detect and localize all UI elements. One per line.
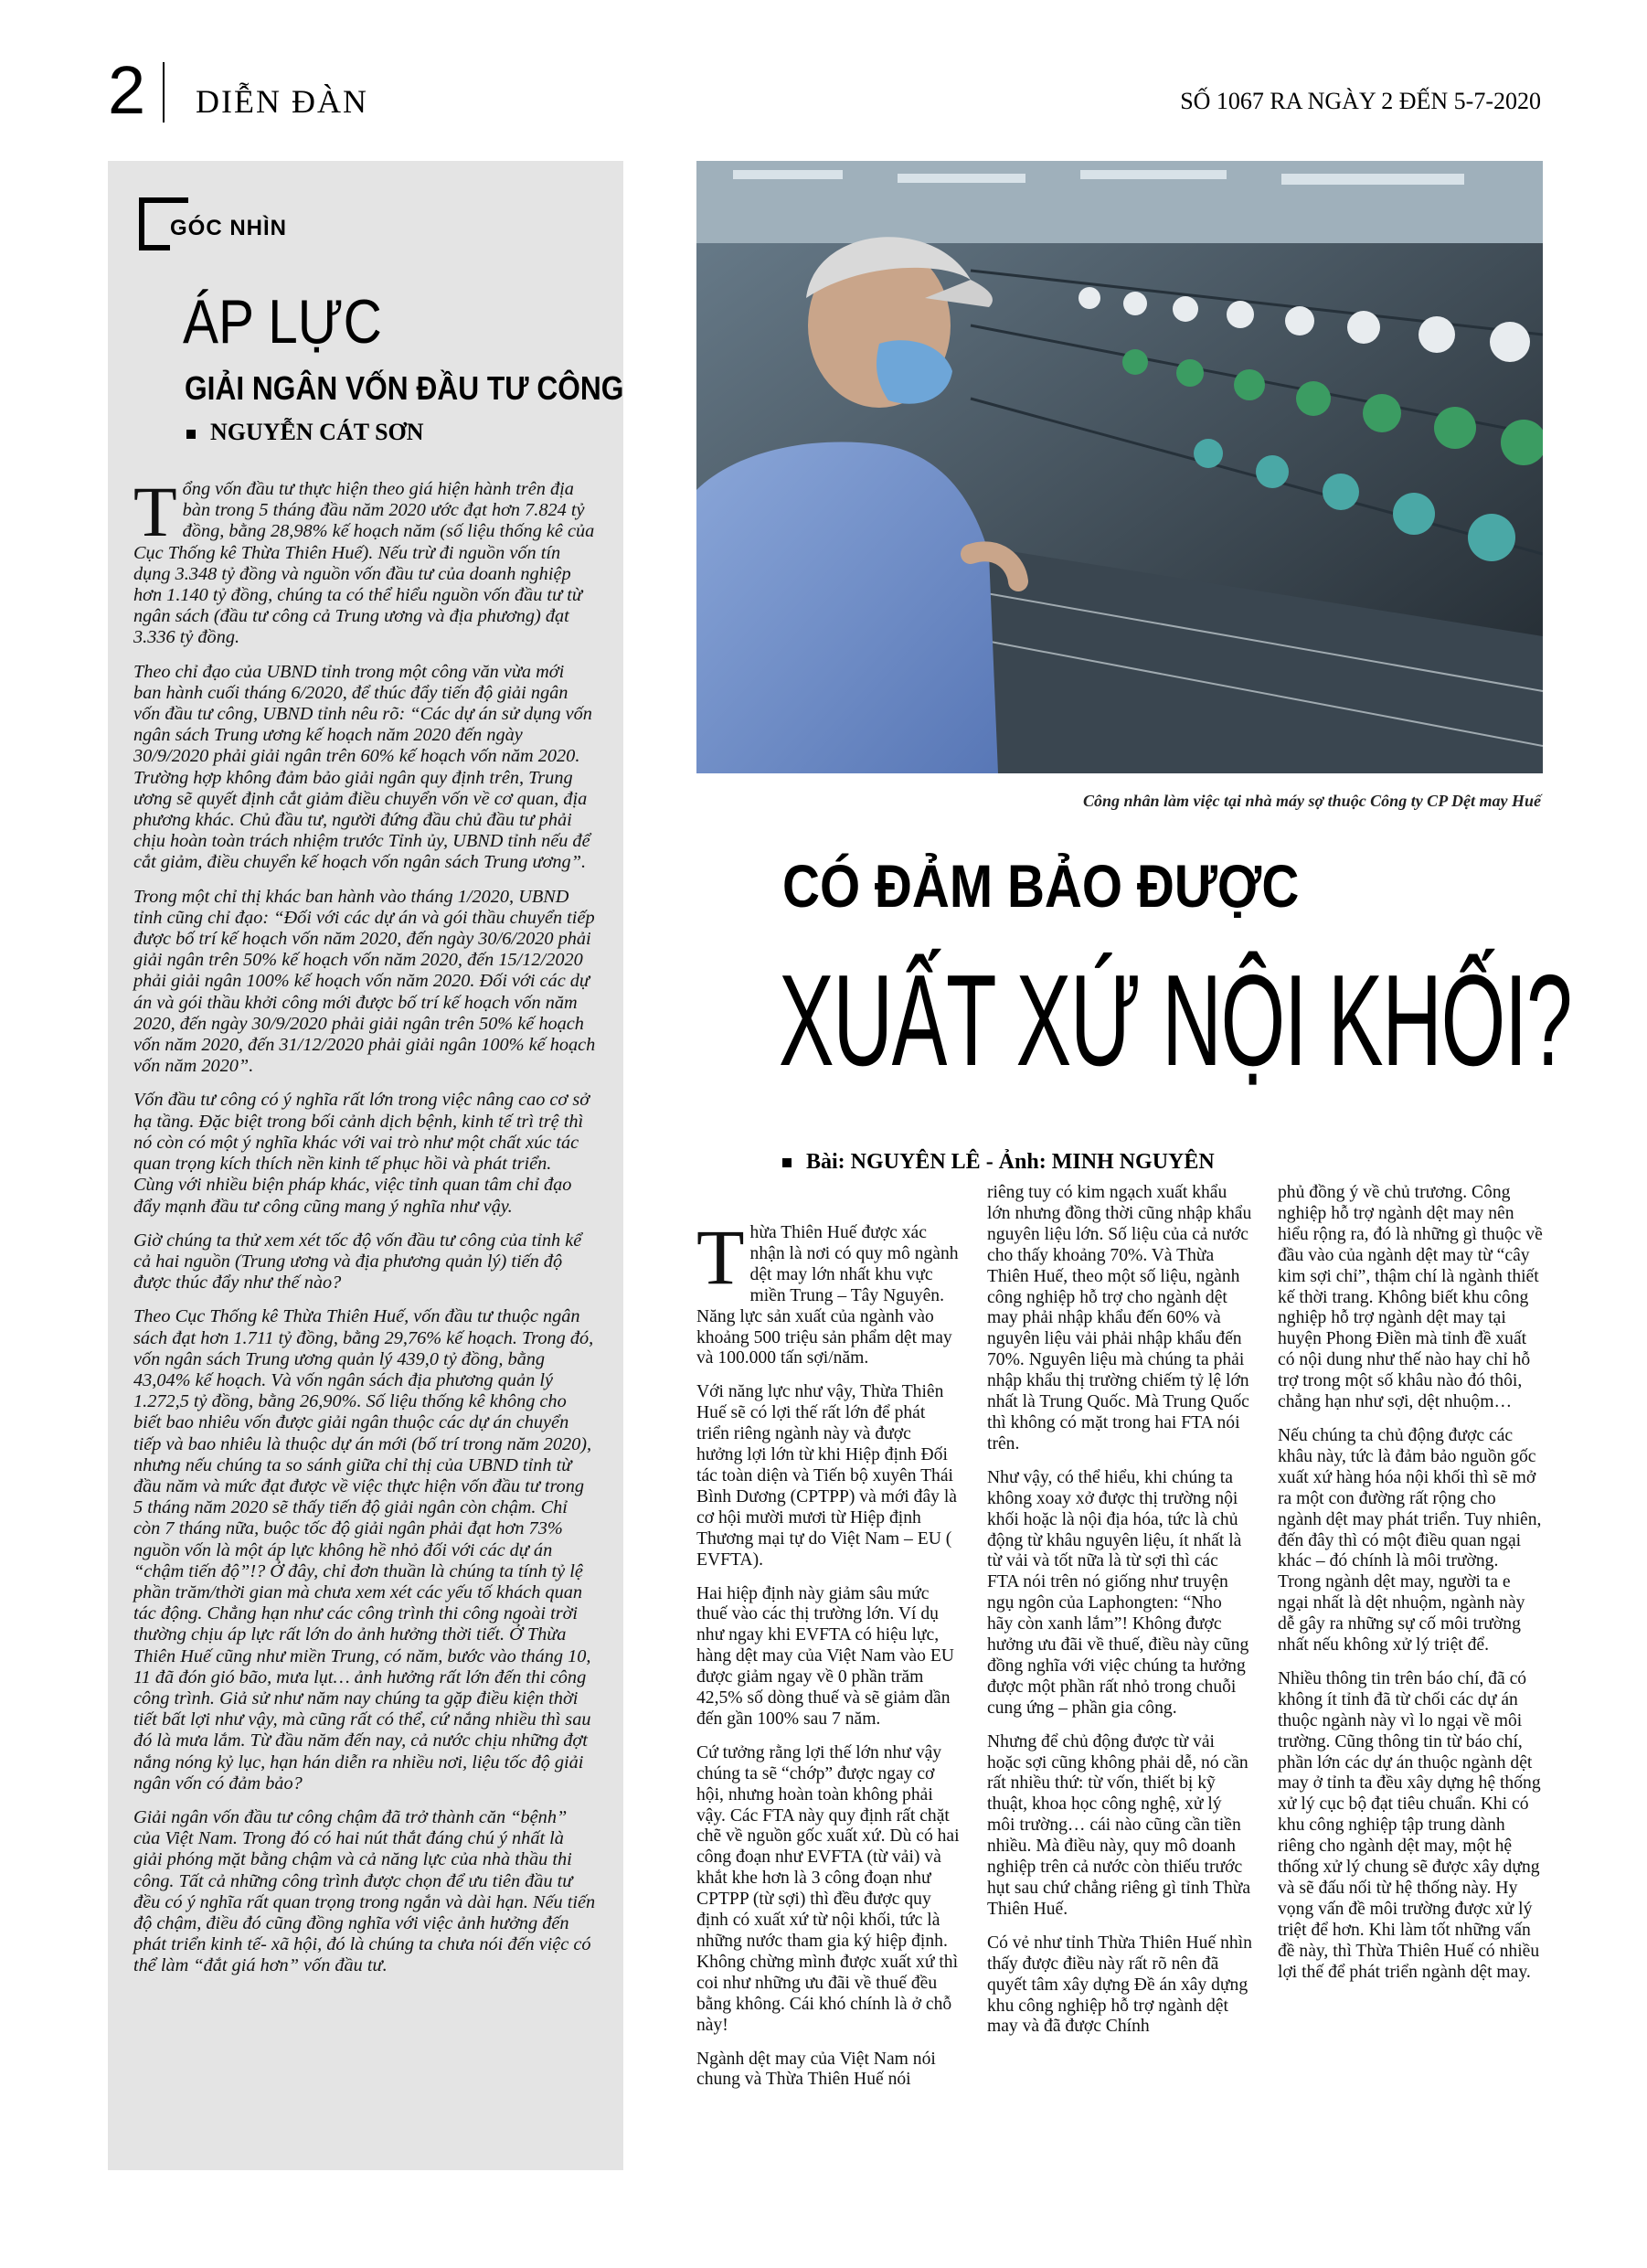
header-divider	[163, 62, 165, 122]
sidebar-dropcap: T	[133, 472, 177, 551]
sidebar-paragraph: Giờ chúng ta thử xem xét tốc độ vốn đầu tư công của tỉnh kể cả hai nguồn (Trung ương và địa phương quản lý) tiến độ được thúc đẩy như thế nào?	[133, 1230, 582, 1294]
article-title-line2: XUẤT XỨ NỘI KHỐI?	[779, 948, 1572, 1093]
article-paragraph: Nhiều thông tin trên báo chí, đã có không ít tỉnh đã từ chối các dự án thuộc ngành này vì lo ngại về môi trường. Cũng thông tin từ báo chí, phần lớn các dự án thuộc ngành dệt may ở tỉnh ta đều xây dựng hệ thống xử lý cục bộ đạt tiêu chuẩn. Khi có khu công nghiệp tập trung dành riêng cho ngành dệt may, một hệ thống xử lý chung sẽ được xây dựng và sẽ đấu nối từ hệ thống này. Hy vọng vấn đề môi trường được xử lý triệt để hơn. Khi làm tốt những vấn đề này, thì Thừa Thiên Huế có nhiều lợi thế để phát triển ngành dệt may.	[1278, 1668, 1541, 1982]
page-number: 2	[108, 52, 146, 128]
sidebar-paragraph-text: ổng vốn đầu tư thực hiện theo giá hiện hành trên địa bàn trong 5 tháng đầu năm 2020 ước đạt hơn 7.824 tỷ đồng, bằng 28,98% kế hoạch năm (số liệu thống kê của Cục Thống kê Thừa Thiên Huế). Nếu trừ đi nguồn vốn tín dụng 3.348 tỷ đồng và nguồn vốn đầu tư của doanh nghiệp hơn 1.140 tỷ đồng, chúng ta có thể hiểu nguồn vốn đầu tư từ ngân sách (đầu tư công cả Trung ương và địa phương) đạt 3.336 tỷ đồng.	[133, 479, 595, 648]
article-paragraph: riêng tuy có kim ngạch xuất khẩu lớn nhưng đồng thời cũng nhập khẩu nguyên liệu lớn. Số liệu của cả nước cho thấy khoảng 70%. Và Thừa Thiên Huế, theo một số liệu, ngành công nghiệp hỗ trợ cho ngành dệt may phải nhập khẩu đến 60% và nguyên liệu vải phải nhập khẩu đến 70%. Nguyên liệu mà chúng ta phải nhập khẩu thị trường chiếm tỷ lệ lớn nhất là Trung Quốc. Mà Trung Quốc thì không có mặt trong hai FTA nói trên.	[987, 1183, 1252, 1453]
section-title: DIỄN ĐÀN	[196, 83, 368, 120]
article-paragraph: Nếu chúng ta chủ động được các khâu này, tức là đảm bảo nguồn gốc xuất xứ hàng hóa nội khối thì sẽ mở ra một con đường rất rộng cho ngành dệt may phát triển. Tuy nhiên, đến đây thì có một điều quan ngại khác – đó chính là môi trường. Trong ngành dệt may, người ta e ngại nhất là dệt nhuộm, ngành này dễ gây ra những sự cố môi trường nhất nếu không xử lý triệt để.	[1278, 1425, 1542, 1656]
bullet-icon	[186, 430, 196, 439]
article-paragraph	[696, 1213, 962, 1369]
article-paragraph: phủ đồng ý về chủ trương. Công nghiệp hỗ trợ ngành dệt may nên hiểu rộng ra, đó là những gì thuộc về đầu vào của ngành dệt may từ “cây kim sợi chỉ”, thậm chí là ngành thiết kế thời trang. Không biết khu công nghiệp hỗ trợ ngành dệt may tại huyện Phong Điền mà tỉnh đề xuất có nội dung như thế nào hay chỉ hỗ trợ trong một số khâu nào đó thôi, chẳng hạn như sợi, dệt nhuộm…	[1278, 1183, 1543, 1412]
article-paragraph: Như vậy, có thể hiểu, khi chúng ta không xoay xở được thị trường nội khối hoặc là nội địa hóa, tức là chủ động từ khâu nguyên liệu, ít nhất là từ vải và tốt nữa là từ sợi thì các FTA nói trên nó giống như truyện ngụ ngôn của Laphongten: “Nho hãy còn xanh lắm”! Không được hưởng ưu đãi về thuế, điều này cũng đồng nghĩa với việc chúng ta hưởng được một phần rất nhỏ trong chuỗi cung ứng – phần gia công.	[987, 1467, 1249, 1718]
sidebar-paragraph: Giải ngân vốn đầu tư công chậm đã trở thành căn “bệnh” của Việt Nam. Trong đó có hai nút thắt đáng chú ý nhất là giải phóng mặt bằng chậm và cả năng lực của nhà thầu thi công. Tất cả những công trình được chọn để ưu tiên đầu tư đều có ý nghĩa rất quan trọng trong ngắn và dài hạn. Nếu tiến độ chậm, điều đó cũng đồng nghĩa với việc ảnh hưởng đến phát triển kinh tế- xã hội, đó là chúng ta chưa nói đến việc có thể làm “đắt giá hơn” vốn đầu tư.	[133, 1806, 596, 1976]
article-byline-text: Bài: NGUYÊN LÊ - Ảnh: MINH NGUYÊN	[806, 1150, 1215, 1174]
article-paragraph: Hai hiệp định này giảm sâu mức thuế vào các thị trường lớn. Ví dụ như ngay khi EVFTA có hiệu lực, hàng dệt may của Việt Nam vào EU được giảm ngay về 0 phần trăm 42,5% số dòng thuế và sẽ giảm dần đến gần 100% sau 7 năm.	[696, 1583, 954, 1729]
sidebar-paragraph: Vốn đầu tư công có ý nghĩa rất lớn trong việc nâng cao cơ sở hạ tầng. Đặc biệt trong bối cảnh dịch bệnh, kinh tế trì trệ thì nó còn có một ý nghĩa khác với vai trò như một chất xúc tác quan trọng kích thích nền kinh tế phục hồi và phát triển. Cùng với nhiều biện pháp khác, việc tỉnh quan tâm chỉ đạo đẩy mạnh đầu tư công cũng mang ý nghĩa như vậy.	[133, 1090, 590, 1217]
article-column-2	[987, 1183, 1252, 2050]
article-byline	[782, 1150, 1215, 1175]
sidebar-subtitle: GIẢI NGÂN VỐN ĐẦU TƯ CÔNG	[185, 369, 624, 407]
sidebar-paragraph	[133, 472, 596, 649]
issue-info: SỐ 1067 RA NGÀY 2 ĐẾN 5-7-2020	[1180, 88, 1541, 114]
factory-photo-illustration	[696, 161, 1543, 773]
article-paragraph: Ngành dệt may của Việt Nam nói chung và Thừa Thiên Huế nói	[696, 2049, 936, 2090]
article-paragraph: Cứ tưởng rằng lợi thế lớn như vậy chúng ta sẽ “chớp” được ngay cơ hội, nhưng hoàn toàn không phải vậy. Các FTA này quy định rất chặt chẽ về nguồn gốc xuất xứ. Dù có hai công đoạn như EVFTA (từ vải) và khắt khe hơn là 3 công đoạn như CPTPP (từ sợi) thì đều được quy định có xuất xứ từ nội khối, tức là những nước tham gia ký hiệp định. Không chừng mình được xuất xứ thì coi như những ưu đãi về thuế đều bằng không. Cái khó chính là ở chỗ này!	[696, 1742, 960, 2035]
sidebar-body	[133, 472, 596, 1990]
article-paragraph: Với năng lực như vậy, Thừa Thiên Huế sẽ có lợi thế rất lớn để phát triển riêng ngành này và được hưởng lợi lớn từ khi Hiệp định Đối tác toàn diện và Tiến bộ xuyên Thái Bình Dương (CPTPP) và mới đây là cơ hội mười mươi từ Hiệp định Thương mại tự do Việt Nam – EU ( EVFTA).	[696, 1382, 957, 1570]
sidebar-paragraph: Trong một chỉ thị khác ban hành vào tháng 1/2020, UBND tỉnh cũng chỉ đạo: “Đối với các dự án và gói thầu chuyển tiếp được bố trí kế hoạch vốn năm 2020, đến ngày 30/6/2020 phải giải ngân trên 50% kế hoạch vốn năm 2020, đến 15/12/2020 phải giải ngân 100% kế hoạch vốn năm 2020. Đối với các dự án và gói thầu khởi công mới được bố trí kế hoạch vốn năm 2020, đến ngày 30/9/2020 phải giải ngân trên 50% kế hoạch vốn năm 2020, đến 31/12/2020 phải giải ngân 100% kế hoạch vốn năm 2020”.	[133, 886, 596, 1077]
article-paragraph-text: hừa Thiên Huế được xác nhận là nơi có quy mô ngành dệt may lớn nhất khu vực miền Trung – Tây Nguyên. Năng lực sản xuất của ngành vào khoảng 500 triệu sản phẩm dệt may và 100.000 tấn sợi/năm.	[696, 1223, 959, 1368]
article-column-1	[696, 1213, 962, 2103]
article-title-line1: CÓ ĐẢM BẢO ĐƯỢC	[782, 852, 1300, 920]
article-paragraph: Có vẻ như tỉnh Thừa Thiên Huế nhìn thấy được điều này rất rõ nên đã quyết tâm xây dựng Đề án xây dựng khu công nghiệp hỗ trợ ngành dệt may và đã được Chính	[987, 1933, 1252, 2037]
sidebar-author-name: NGUYỄN CÁT SƠN	[210, 419, 424, 445]
article-photo	[696, 161, 1543, 773]
article-column-3	[1278, 1183, 1543, 1996]
sidebar-paragraph: Theo Cục Thống kê Thừa Thiên Huế, vốn đầu tư thuộc ngân sách đạt hơn 1.711 tỷ đồng, bằng 29,76% kế hoạch. Trong đó, vốn ngân sách Trung ương quản lý 439,0 tỷ đồng, bằng 43,04% kế hoạch. Và vốn ngân sách địa phương quản lý 1.272,5 tỷ đồng, bằng 26,90%. Số liệu thống kê không cho biết bao nhiêu vốn được giải ngân thuộc các dự án chuyển tiếp và bao nhiêu là thuộc dự án mới (bố trí trong năm 2020), nhưng nếu chúng ta so sánh giữa chỉ thị của UBND tỉnh từ đầu năm và mức đạt được về việc thực hiện vốn đầu tư trong 5 tháng năm 2020 sẽ thấy tiến độ giải ngân còn chậm. Chỉ còn 7 tháng nữa, buộc tốc độ giải ngân phải đạt hơn 73% nguồn vốn là một áp lực không hề nhỏ đối với các dự án “chậm tiến độ”!? Ở đây, chỉ đơn thuần là chúng ta tính tỷ lệ phần trăm/thời gian mà chưa xem xét các yếu tố khách quan tác động. Chẳng hạn như các công trình thi công ngoài trời thường chịu áp lực rất lớn do ảnh hưởng thời tiết. Ở Thừa Thiên Huế cũng như miền Trung, có năm, bước vào tháng 10, 11 đã đón gió bão, mưa lụt… ảnh hưởng rất lớn đến thi công công trình. Giả sử như năm nay chúng ta gặp điều kiện thời tiết bất lợi như vậy, mà cũng rất có thể, cứ nắng nhiều thì sau đó là mưa lắm. Từ đầu năm đến nay, cả nước chịu những đợt nắng nóng kỷ lục, hạn hán diễn ra nhiều nơi, liệu tốc độ giải ngân vốn có đảm bảo?	[133, 1306, 594, 1794]
photo-caption: Công nhân làm việc tại nhà máy sợ thuộc Công ty CP Dệt may Huế	[1082, 792, 1541, 810]
sidebar-label: GÓC NHÌN	[170, 216, 287, 240]
sidebar-author	[186, 419, 424, 446]
sidebar-title: ÁP LỰC	[183, 287, 382, 357]
article-paragraph: Nhưng để chủ động được từ vải hoặc sợi cũng không phải dễ, nó cần rất nhiều thứ: từ vốn, thiết bị kỹ thuật, khoa học công nghệ, xử lý môi trường… cái nào cũng cần tiền nhiều. Mà điều này, quy mô doanh nghiệp trên cả nước còn thiếu trước hụt sau chứ chẳng riêng gì tỉnh Thừa Thiên Huế.	[987, 1731, 1251, 1919]
sidebar-paragraph: Theo chỉ đạo của UBND tỉnh trong một công văn vừa mới ban hành cuối tháng 6/2020, để thúc đẩy tiến độ giải ngân vốn đầu tư công, UBND tỉnh nêu rõ: “Các dự án sử dụng vốn ngân sách Trung ương kế hoạch năm 2020 đến ngày 30/9/2020 phải giải ngân trên 60% kế hoạch vốn năm 2020. Trường hợp không đảm bảo giải ngân quy định trên, Trung ương sẽ quyết định cắt giảm điều chuyển vốn về cơ quan, địa phương khác. Chủ đầu tư, người đứng đầu chủ đầu tư phải chịu hoàn toàn trách nhiệm trước Tỉnh ủy, UBND tỉnh nếu để cắt giảm, điều chuyển kế hoạch vốn ngân sách Trung ương”.	[133, 661, 592, 873]
corner-bracket-icon	[139, 197, 170, 250]
bullet-icon	[782, 1158, 792, 1167]
article-dropcap: T	[696, 1213, 745, 1301]
